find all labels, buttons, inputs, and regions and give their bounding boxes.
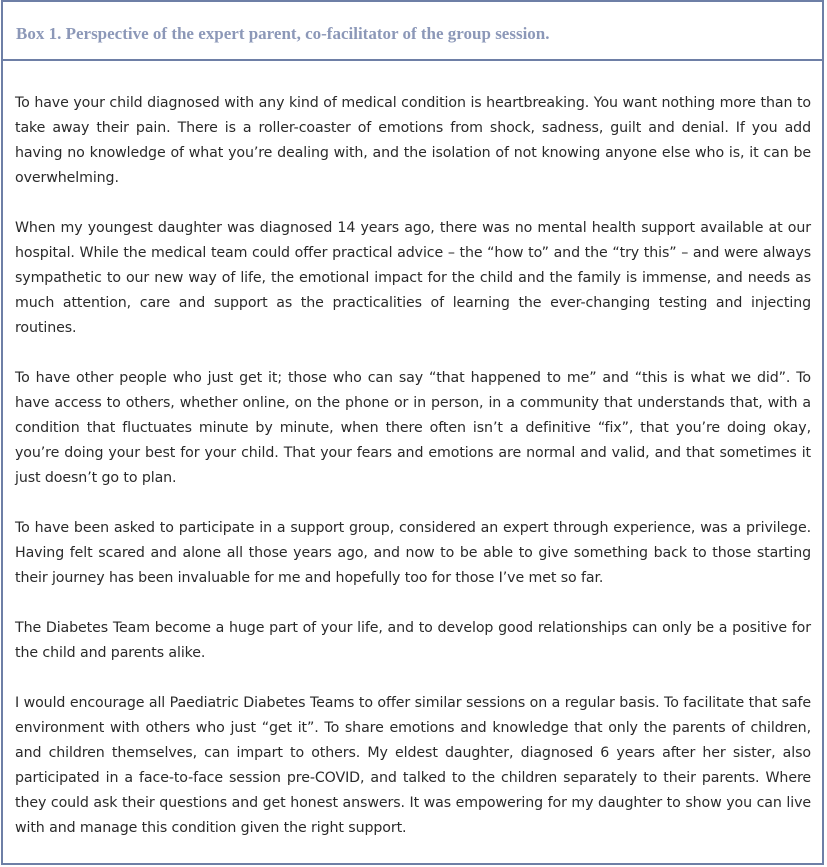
- paragraph-6: I would encourage all Paediatric Diabetes Teams to offer similar sessions on a regular basis. To facilitate that safe environment with others who just “get it”. To share emotions and knowledge that only the parents of children, and children themselves, can impart to others. My eldest daughter, diagnosed 6 years after her sister, also participated in a face-to-face session pre-COVID, and talked to the children separately to their parents. Where they could ask their questions and get honest answers. It was empowering for my daughter to show you can live with and manage this condition given the right support.: [15, 695, 811, 836]
- box-header: [3, 2, 822, 61]
- paragraph-4: To have been asked to participate in a support group, considered an expert through experience, was a privilege. Having felt scared and alone all those years ago, and now to be able to give something back to those starting their journey has been invaluable for me and hopefully too for those I’ve met so far.: [15, 520, 811, 586]
- paragraph-1: To have your child diagnosed with any kind of medical condition is heartbreaking. You want nothing more than to take away their pain. There is a roller-coaster of emotions from shock, sadness, guilt and denial. If you add having no knowledge of what you’re dealing with, and the isolation of not knowing anyone else who is, it can be overwhelming.: [15, 95, 811, 186]
- box-body: [3, 61, 822, 841]
- paragraph-3: To have other people who just get it; those who can say “that happened to me” and “this is what we did”. To have access to others, whether online, on the phone or in person, in a community that understands that, with a condition that fluctuates minute by minute, when there often isn’t a definitive “fix”, that you’re doing okay, you’re doing your best for your child. That your fears and emotions are normal and valid, and that sometimes it just doesn’t go to plan.: [15, 370, 811, 486]
- paragraph-2: When my youngest daughter was diagnosed 14 years ago, there was no mental health support available at our hospital. While the medical team could offer practical advice – the “how to” and the “try this” – and were always sympathetic to our new way of life, the emotional impact for the child and the family is immense, and needs as much attention, care and support as the practicalities of learning the ever-changing testing and injecting routines.: [15, 220, 811, 336]
- box-title: Box 1. Perspective of the expert parent, co-facilitator of the group session.: [16, 24, 550, 43]
- text-box: [1, 0, 824, 865]
- paragraph-5: The Diabetes Team become a huge part of your life, and to develop good relationships can only be a positive for the child and parents alike.: [15, 620, 811, 661]
